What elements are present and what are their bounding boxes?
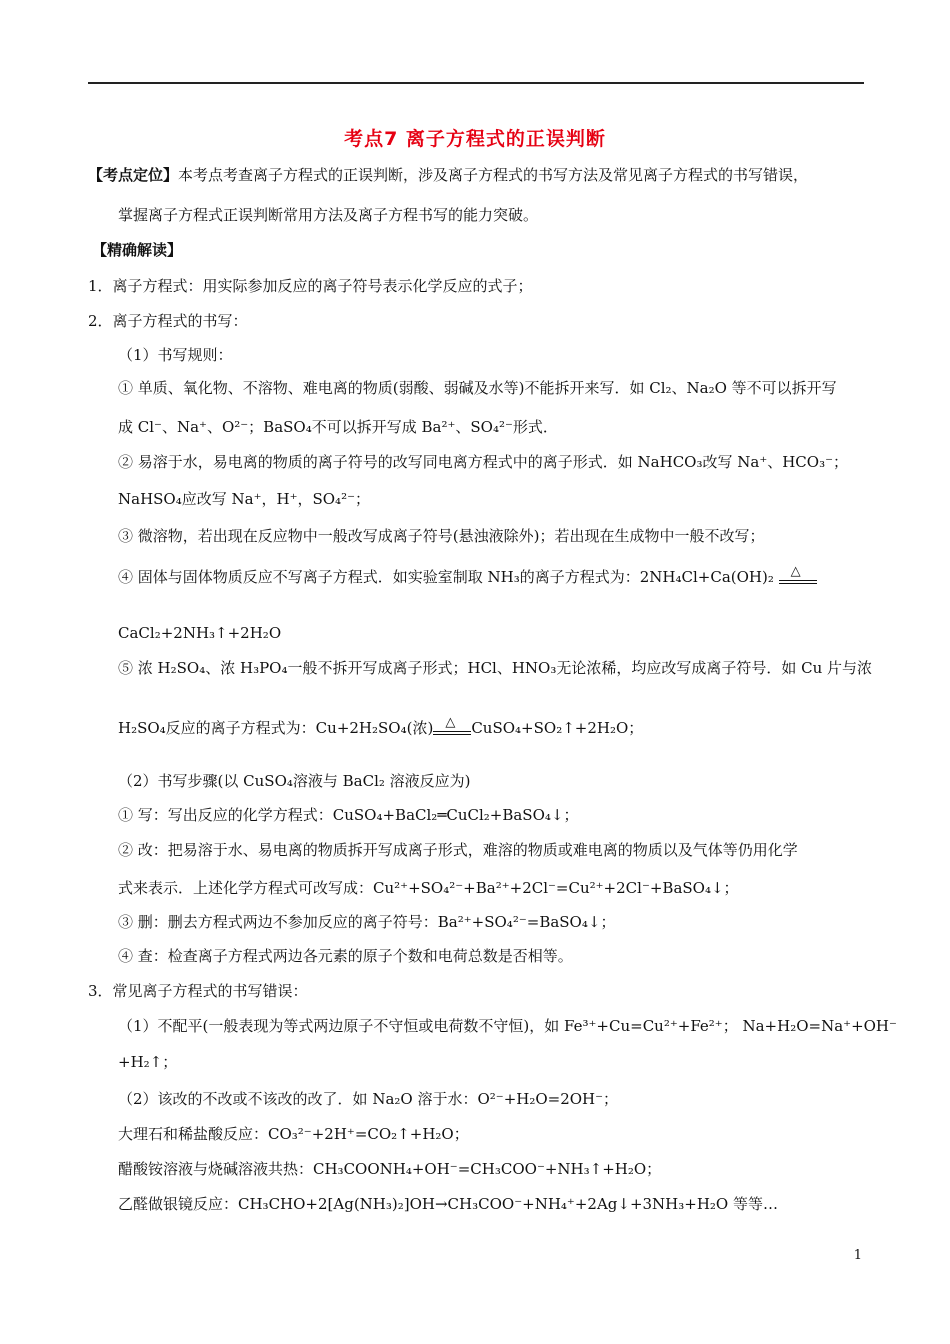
rule-3: ③ 微溶物，若出现在反应物中一般改写成离子符号(悬浊液除外)；若出现在生成物中一般不改写； (118, 527, 765, 545)
step-2-line-1: ② 改：把易溶于水、易电离的物质拆开写成离子形式，难溶的物质或难电离的物质以及气体等仍用化学 (118, 841, 798, 859)
intro-text-1: 本考点考查离子方程式的正误判断，涉及离子方程式的书写方法及常见离子方程式的书写错误， (178, 166, 809, 184)
rule-5-line-1: ⑤ 浓 H₂SO₄、浓 H₃PO₄一般不拆开写成离子形式；HCl、HNO₃无论浓稀，均应改写成离子符号．如 Cu 片与浓 (118, 659, 873, 677)
section-title: 【精确解读】 (92, 241, 183, 259)
step-1: ① 写：写出反应的化学方程式：CuSO₄+BaCl₂═CuCl₂+BaSO₄↓； (118, 806, 579, 824)
error-4: 醋酸铵溶液与烧碱溶液共热：CH₃COONH₄+OH⁻=CH₃COO⁻+NH₃↑+H₂O； (118, 1160, 662, 1178)
error-3: 大理石和稀盐酸反应：CO₃²⁻+2H⁺=CO₂↑+H₂O； (118, 1125, 469, 1143)
page-title: 考点7 离子方程式的正误判断 (344, 128, 606, 150)
rules-heading: （1）书写规则： (118, 346, 233, 364)
point-3: 3．常见离子方程式的书写错误： (88, 982, 308, 1000)
intro-line-1 (88, 165, 808, 185)
step-4: ④ 查：检查离子方程式两边各元素的原子个数和电荷总数是否相等。 (118, 947, 573, 965)
rule-4-line-2: CaCl₂+2NH₃↑+2H₂O (118, 624, 282, 642)
point-1: 1．离子方程式：用实际参加反应的离子符号表示化学反应的式子； (88, 277, 533, 295)
steps-heading: （2）书写步骤(以 CuSO₄溶液与 BaCl₂ 溶液反应为) (118, 772, 471, 790)
rule-5-text-post: CuSO₄+SO₂↑+2H₂O； (471, 719, 644, 737)
rule-4-text: ④ 固体与固体物质反应不写离子方程式．如实验室制取 NH₃的离子方程式为：2NH₄Cl+Ca(OH)₂ (118, 568, 774, 586)
error-1-line-2: +H₂↑； (118, 1053, 178, 1071)
rule-1-line-2: 成 Cl⁻、Na⁺、O²⁻；BaSO₄不可以拆开写成 Ba²⁺、SO₄²⁻形式． (118, 418, 558, 436)
point-2: 2．离子方程式的书写： (88, 312, 248, 330)
intro-label: 【考点定位】 (88, 166, 179, 184)
rule-1-line-1: ① 单质、氧化物、不溶物、难电离的物质(弱酸、弱碱及水等)不能拆开来写．如 Cl₂、Na₂O 等不可以拆开写 (118, 379, 837, 397)
rule-5-text-pre: H₂SO₄反应的离子方程式为：Cu+2H₂SO₄(浓) (118, 719, 434, 737)
heat-equals-sign (433, 715, 471, 739)
delta-icon: △ (790, 564, 801, 579)
delta-icon: △ (445, 715, 456, 730)
error-2: （2）该改的不改或不该改的改了．如 Na₂O 溶于水：O²⁻+H₂O=2OH⁻； (118, 1090, 619, 1108)
step-2-line-2: 式来表示．上述化学方程式可改写成：Cu²⁺+SO₄²⁻+Ba²⁺+2Cl⁻=Cu²⁺+2Cl⁻+BaSO₄↓； (118, 879, 739, 897)
rule-4-line-1 (118, 564, 817, 588)
error-1-line-1: （1）不配平(一般表现为等式两边原子不守恒或电荷数不守恒)，如 Fe³⁺+Cu=Cu²⁺+Fe²⁺； Na+H₂O=Na⁺+OH⁻ (118, 1017, 897, 1035)
rule-2-line-2: NaHSO₄应改写 Na⁺，H⁺，SO₄²⁻； (118, 490, 371, 508)
rule-5-line-2 (118, 715, 644, 739)
intro-line-2: 掌握离子方程式正误判断常用方法及离子方程书写的能力突破。 (118, 206, 539, 224)
page-number: 1 (853, 1248, 862, 1263)
rule-2-line-1: ② 易溶于水，易电离的物质的离子符号的改写同电离方程式中的离子形式．如 NaHCO₃改写 Na⁺、HCO₃⁻； (118, 453, 849, 471)
header-rule (88, 82, 864, 84)
heat-equals-sign (779, 564, 817, 588)
error-5: 乙醛做银镜反应：CH₃CHO+2[Ag(NH₃)₂]OH→CH₃COO⁻+NH₄⁺+2Ag↓+3NH₃+H₂O 等等… (118, 1195, 779, 1213)
step-3: ③ 删：删去方程式两边不参加反应的离子符号：Ba²⁺+SO₄²⁻=BaSO₄↓； (118, 913, 616, 931)
